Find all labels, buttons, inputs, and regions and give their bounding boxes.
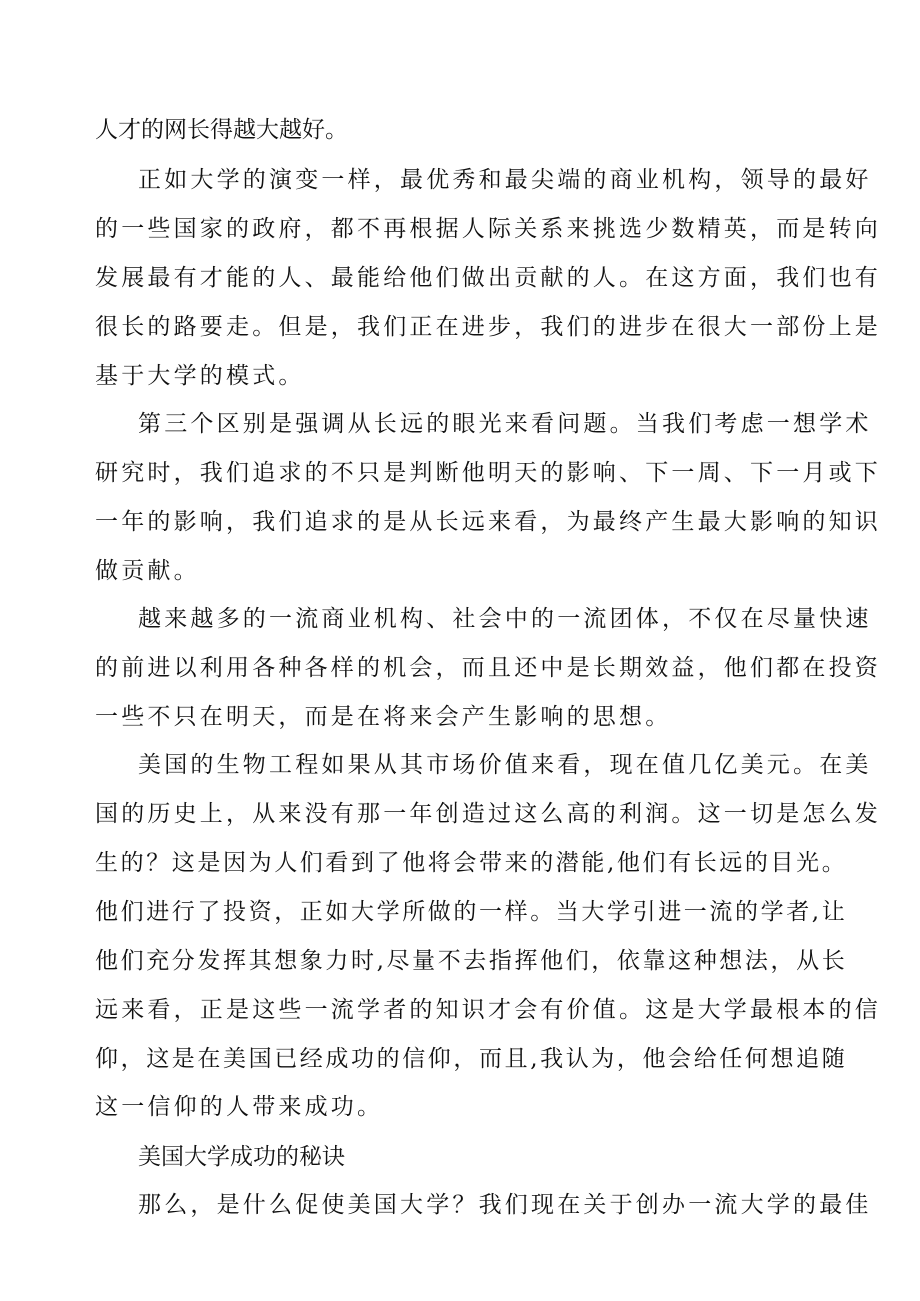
- paragraph-first-line: 美国的生物工程如果从其市场价值来看，现在值几亿美元。在美: [138, 752, 872, 778]
- paragraph-first-line: 第三个区别是强调从长远的眼光来看问题。当我们考虑一想学术: [138, 411, 872, 437]
- text-line: 他们充分发挥其想象力时,尽量不去指挥他们，依靠这种想法，从长: [95, 948, 848, 974]
- paragraph-first-line: 那么，是什么促使美国大学？我们现在关于创办一流大学的最佳: [138, 1192, 872, 1218]
- text-line: 很长的路要走。但是，我们正在进步，我们的进步在很大一部份上是: [95, 314, 881, 340]
- text-line: 生的？这是因为人们看到了他将会带来的潜能,他们有长远的目光。: [95, 850, 848, 876]
- text-line: 一年的影响，我们追求的是从长远来看，为最终产生最大影响的知识: [95, 509, 881, 535]
- text-line: 的一些国家的政府，都不再根据人际关系来挑选少数精英，而是转向: [95, 216, 881, 242]
- text-line: 研究时，我们追求的不只是判断他明天的影响、下一周、下一月或下: [95, 460, 881, 486]
- paragraph-first-line: 正如大学的演变一样，最优秀和最尖端的商业机构，领导的最好: [138, 167, 872, 193]
- text-line: 远来看，正是这些一流学者的知识才会有价值。这是大学最根本的信: [95, 997, 881, 1023]
- text-line: 的前进以利用各种各样的机会，而且还中是长期效益，他们都在投资: [95, 655, 881, 681]
- text-line: 这一信仰的人带来成功。: [95, 1094, 384, 1120]
- text-line: 一些不只在明天，而是在将来会产生影响的思想。: [95, 704, 672, 730]
- text-line: 基于大学的模式。: [95, 363, 305, 389]
- section-heading: 美国大学成功的秘诀: [138, 1144, 345, 1170]
- text-line: 人才的网长得越大越好。: [95, 117, 348, 143]
- text-line: 国的历史上，从来没有那一年创造过这么高的利润。这一切是怎么发: [95, 801, 881, 827]
- paragraph-first-line: 越来越多的一流商业机构、社会中的一流团体，不仅在尽量快速: [138, 606, 872, 632]
- text-line: 仰，这是在美国已经成功的信仰，而且,我认为，他会给任何想追随: [95, 1046, 848, 1072]
- text-line: 发展最有才能的人、最能给他们做出贡献的人。在这方面，我们也有: [95, 265, 881, 291]
- text-line: 他们进行了投资，正如大学所做的一样。当大学引进一流的学者,让: [95, 899, 848, 925]
- text-line: 做贡献。: [95, 558, 200, 584]
